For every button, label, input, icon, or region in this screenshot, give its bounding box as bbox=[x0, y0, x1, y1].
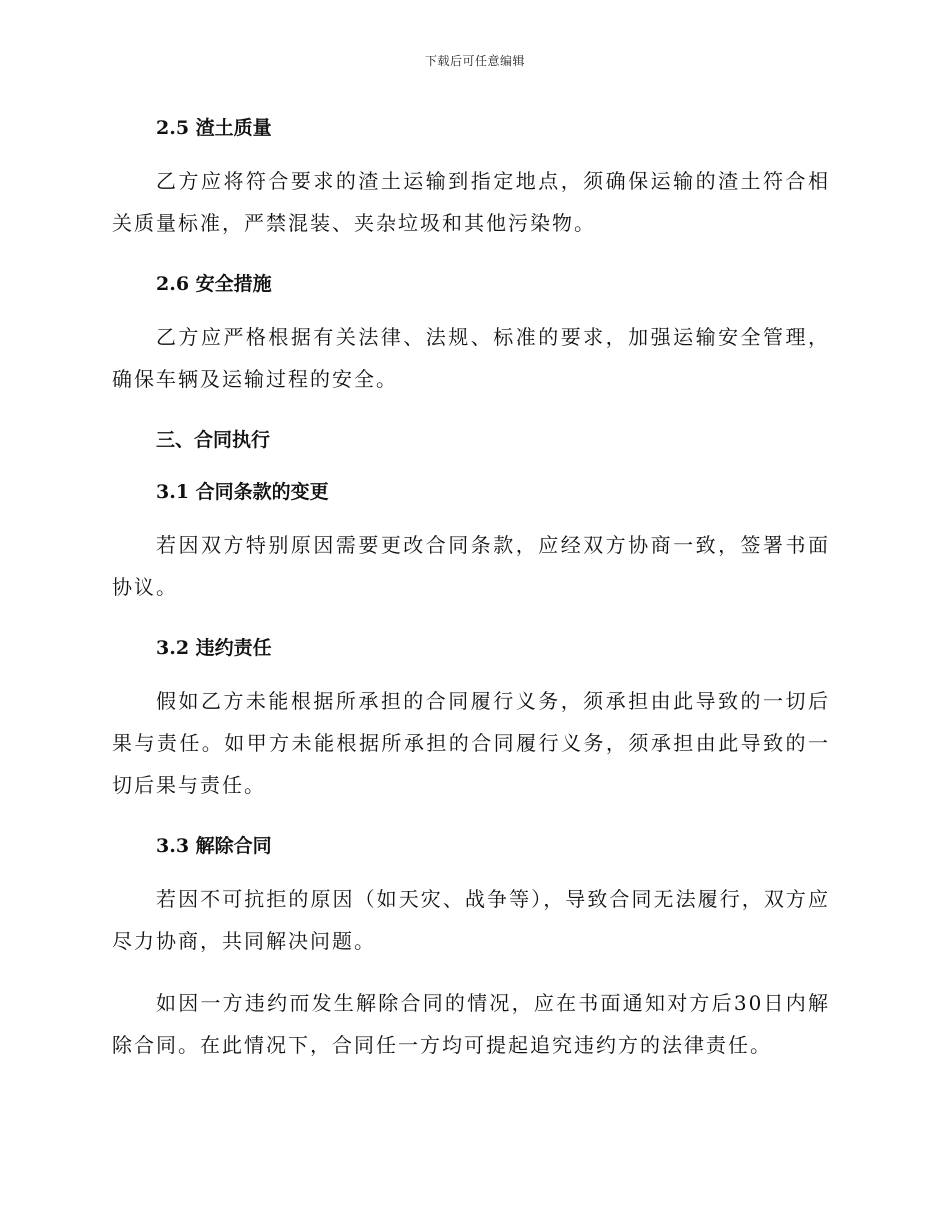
section-3-3-title: 3.3 解除合同 bbox=[156, 835, 272, 857]
section-3-3-paragraph-2: 如因一方违约而发生解除合同的情况，应在书面通知对方后30日内解除合同。在此情况下，合同任一方均可提起追究违约方的法律责任。 bbox=[112, 991, 830, 1057]
section-3-2-paragraph: 假如乙方未能根据所承担的合同履行义务，须承担由此导致的一切后果与责任。如甲方未能根据所承担的合同履行义务，须承担由此导致的一切后果与责任。 bbox=[112, 689, 830, 797]
section-2-5-paragraph: 乙方应将符合要求的渣土运输到指定地点，须确保运输的渣土符合相关质量标准，严禁混装、夹杂垃圾和其他污染物。 bbox=[112, 169, 830, 235]
document-body bbox=[112, 108, 830, 1066]
section-3-1-paragraph: 若因双方特别原因需要更改合同条款，应经双方协商一致，签署书面协议。 bbox=[112, 533, 830, 599]
page-header: 下载后可任意编辑 bbox=[424, 54, 525, 68]
section-2-5-title: 2.5 渣土质量 bbox=[156, 117, 272, 139]
section-3-2-title: 3.2 违约责任 bbox=[156, 637, 272, 659]
chapter-3-title: 三、合同执行 bbox=[156, 429, 271, 451]
section-2-6-title: 2.6 安全措施 bbox=[156, 273, 272, 295]
section-3-3-paragraph-1: 若因不可抗拒的原因（如天灾、战争等），导致合同无法履行，双方应尽力协商，共同解决问题。 bbox=[112, 887, 830, 953]
section-2-6-paragraph: 乙方应严格根据有关法律、法规、标准的要求，加强运输安全管理，确保车辆及运输过程的安全。 bbox=[112, 325, 830, 391]
section-3-1-title: 3.1 合同条款的变更 bbox=[156, 481, 329, 503]
